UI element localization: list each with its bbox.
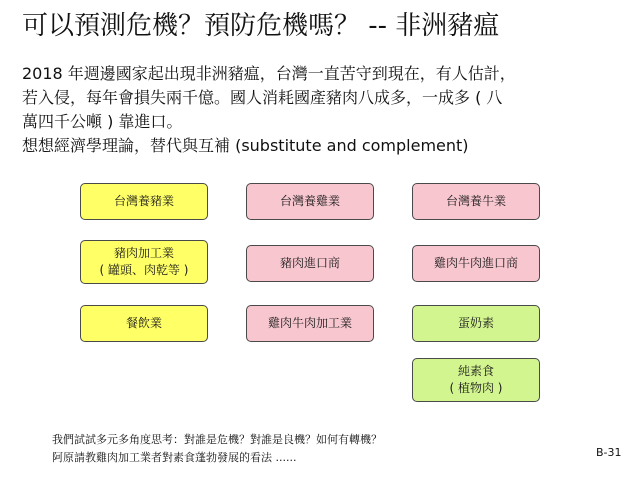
box-sublabel: ( 植物肉 ) <box>449 381 503 395</box>
box-pork-processing <box>80 240 208 284</box>
box-taiwan-pig-farming <box>80 183 208 220</box>
box-label: 台灣養雞業 <box>279 194 340 208</box>
body-line: 若入侵，每年會損失兩千億。國人消耗國產豬肉八成多，一成多 ( 八 <box>22 88 503 107</box>
box-label: 純素食 <box>457 364 494 378</box>
body-text <box>22 62 622 158</box>
slide-title: 可以預測危機？預防危機嗎？ -- 非洲豬瘟 <box>22 11 500 41</box>
box-label: 雞肉牛肉進口商 <box>433 256 518 270</box>
box-taiwan-chicken-farming <box>246 183 374 220</box>
box-label: 台灣養牛業 <box>445 194 506 208</box>
footer-notes <box>52 431 572 467</box>
box-pork-importer <box>246 245 374 282</box>
body-line: 萬四千公噸 ) 靠進口。 <box>22 112 183 131</box>
box-label: 蛋奶素 <box>457 316 494 330</box>
box-eggs-dairy-vegetarian <box>412 305 540 342</box>
box-chicken-beef-importer <box>412 245 540 282</box>
body-line: 2018 年週邊國家起出現非洲豬瘟，台灣一直苦守到現在，有人估計， <box>22 64 516 83</box>
box-sublabel: ( 罐頭、肉乾等 ) <box>99 263 189 277</box>
box-label: 豬肉進口商 <box>279 256 340 270</box>
box-label: 豬肉加工業 <box>113 246 174 260</box>
box-chicken-beef-processing <box>246 305 374 342</box>
footer-line: 我們試試多元多角度思考：對誰是危機？對誰是良機？如何有轉機？ <box>52 433 382 446</box>
box-label: 餐飲業 <box>125 316 162 330</box>
box-label: 台灣養豬業 <box>113 194 174 208</box>
box-food-service <box>80 305 208 342</box>
page-number: B-31 <box>596 446 622 459</box>
box-taiwan-cattle-farming <box>412 183 540 220</box>
footer-line: 阿原請教雞肉加工業者對素食蓬勃發展的看法 ...... <box>52 451 297 464</box>
body-line: 想想經濟學理論，替代與互補 (substitute and complement) <box>22 136 469 155</box>
box-vegan-plant-meat <box>412 358 540 402</box>
box-label: 雞肉牛肉加工業 <box>267 316 352 330</box>
